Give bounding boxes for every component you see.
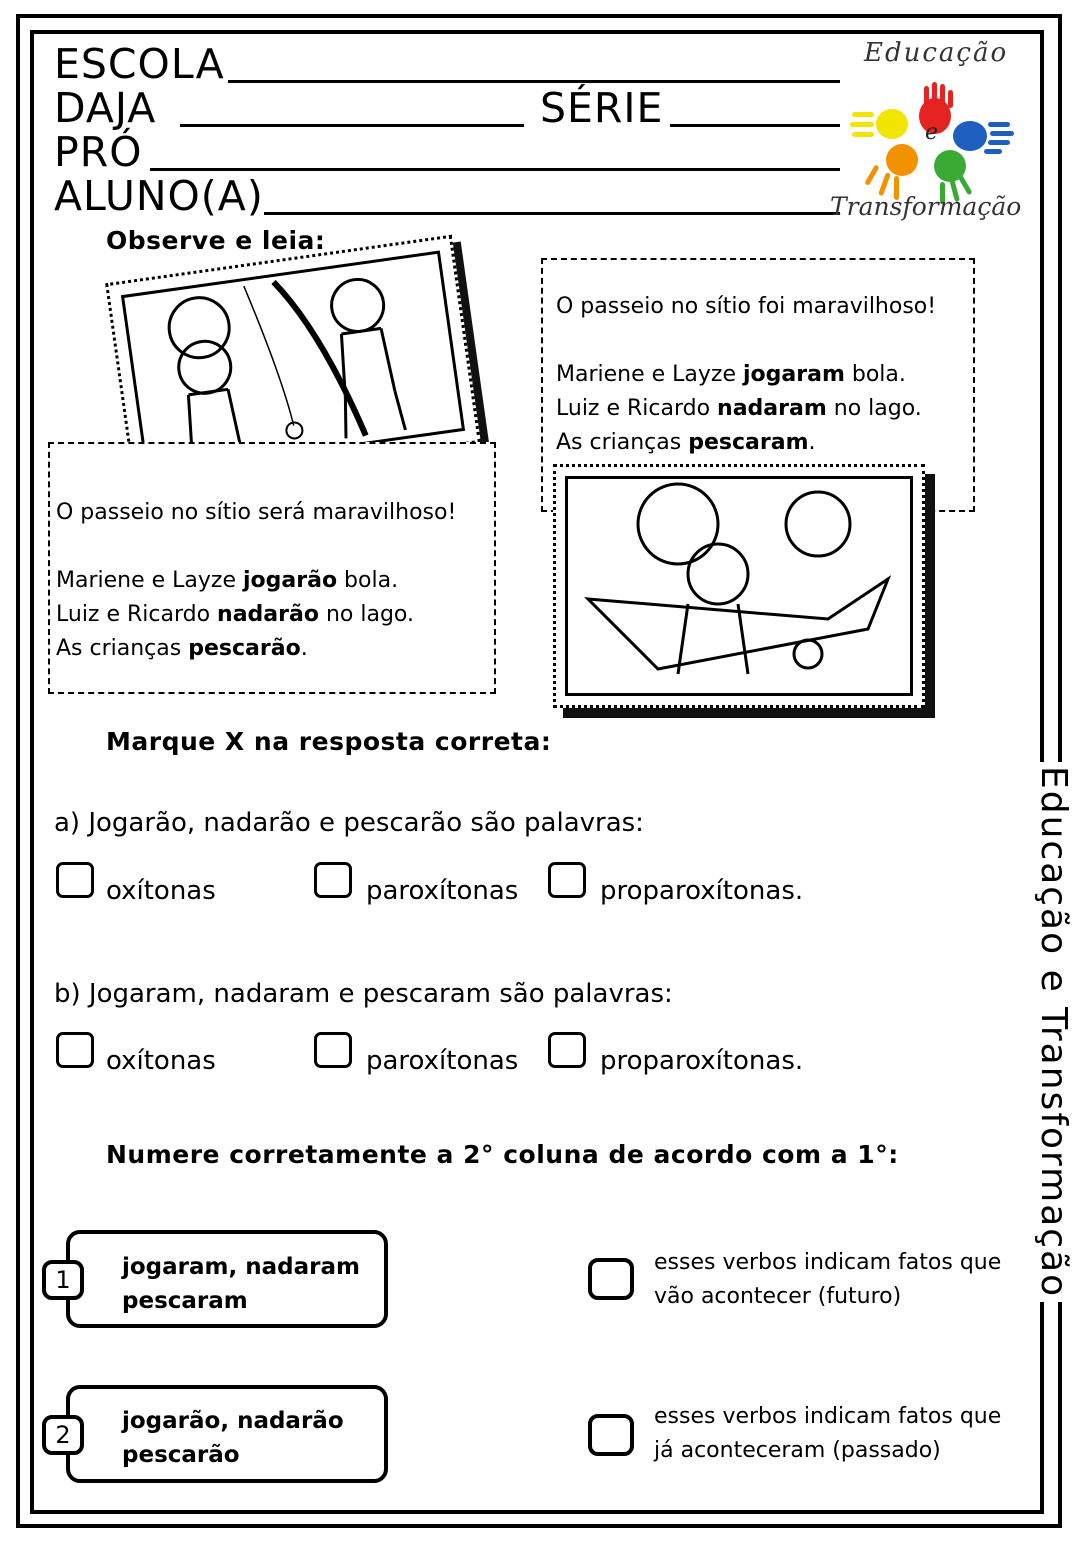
data-label: DAJA: [54, 84, 157, 132]
qa-proparoxitonas-checkbox[interactable]: [548, 862, 586, 898]
past-line-1: O passeio no sítio foi maravilhoso!: [556, 294, 937, 319]
qa-oxitonas-label: oxítonas: [106, 876, 216, 906]
future-line-4: As crianças pescarão.: [56, 636, 308, 661]
serie-label: SÉRIE: [540, 84, 664, 132]
qb-proparoxitonas-checkbox[interactable]: [548, 1032, 586, 1068]
observe-title: Observe e leia:: [106, 226, 326, 255]
question-b: b) Jogaram, nadaram e pescaram são palavras:: [54, 979, 673, 1009]
logo-bottom-text: Transformação: [830, 192, 1022, 221]
aluno-label: ALUNO(A): [54, 172, 264, 220]
aluno-field[interactable]: [264, 212, 840, 215]
left-item-2-number: 2: [42, 1415, 84, 1455]
right-item-2-line-2: já aconteceram (passado): [654, 1438, 941, 1463]
data-field[interactable]: [180, 124, 524, 127]
logo-middle-text: e: [925, 120, 939, 145]
left-item-1-line-2: pescaram: [122, 1288, 248, 1314]
past-line-3: Luiz e Ricardo nadaram no lago.: [556, 396, 922, 421]
serie-field[interactable]: [670, 124, 840, 127]
qb-paroxitonas-label: paroxítonas: [366, 1046, 519, 1076]
qa-oxitonas-checkbox[interactable]: [56, 862, 94, 898]
past-line-2: Mariene e Layze jogaram bola.: [556, 362, 906, 387]
past-line-4: As crianças pescaram.: [556, 430, 816, 455]
left-item-2-line-1: jogarão, nadarão: [122, 1408, 344, 1434]
right-item-2-answer-box[interactable]: [588, 1414, 634, 1456]
right-item-1-line-2: vão acontecer (futuro): [654, 1284, 902, 1309]
logo: [830, 36, 1045, 226]
qb-oxitonas-label: oxítonas: [106, 1046, 216, 1076]
left-item-1-number: 1: [42, 1260, 84, 1300]
future-line-3: Luiz e Ricardo nadarão no lago.: [56, 602, 414, 627]
qa-paroxitonas-checkbox[interactable]: [314, 862, 352, 898]
qa-paroxitonas-label: paroxítonas: [366, 876, 519, 906]
escola-label: ESCOLA: [54, 40, 225, 88]
left-item-2-line-2: pescarão: [122, 1442, 240, 1468]
future-line-2: Mariene e Layze jogarão bola.: [56, 568, 399, 593]
escola-field[interactable]: [228, 80, 840, 83]
qb-oxitonas-checkbox[interactable]: [56, 1032, 94, 1068]
qa-proparoxitonas-label: proparoxítonas.: [600, 876, 804, 906]
side-brand-text: Educação e Transformação: [1033, 762, 1074, 1302]
future-line-1: O passeio no sítio será maravilhoso!: [56, 500, 457, 525]
airplane-stamp-image: [553, 464, 925, 708]
pro-label: PRÓ: [54, 128, 143, 176]
right-item-1-answer-box[interactable]: [588, 1258, 634, 1300]
left-item-1-line-1: jogaram, nadaram: [122, 1254, 360, 1280]
marque-title: Marque X na resposta correta:: [106, 727, 552, 756]
pro-field[interactable]: [150, 168, 840, 171]
qb-paroxitonas-checkbox[interactable]: [314, 1032, 352, 1068]
logo-top-text: Educação: [864, 38, 1009, 68]
right-item-1-line-1: esses verbos indicam fatos que: [654, 1250, 1002, 1275]
numere-title: Numere corretamente a 2° coluna de acordo com a 1°:: [106, 1140, 899, 1169]
qb-proparoxitonas-label: proparoxítonas.: [600, 1046, 804, 1076]
question-a: a) Jogarão, nadarão e pescarão são palavras:: [54, 808, 644, 838]
right-item-2-line-1: esses verbos indicam fatos que: [654, 1404, 1002, 1429]
